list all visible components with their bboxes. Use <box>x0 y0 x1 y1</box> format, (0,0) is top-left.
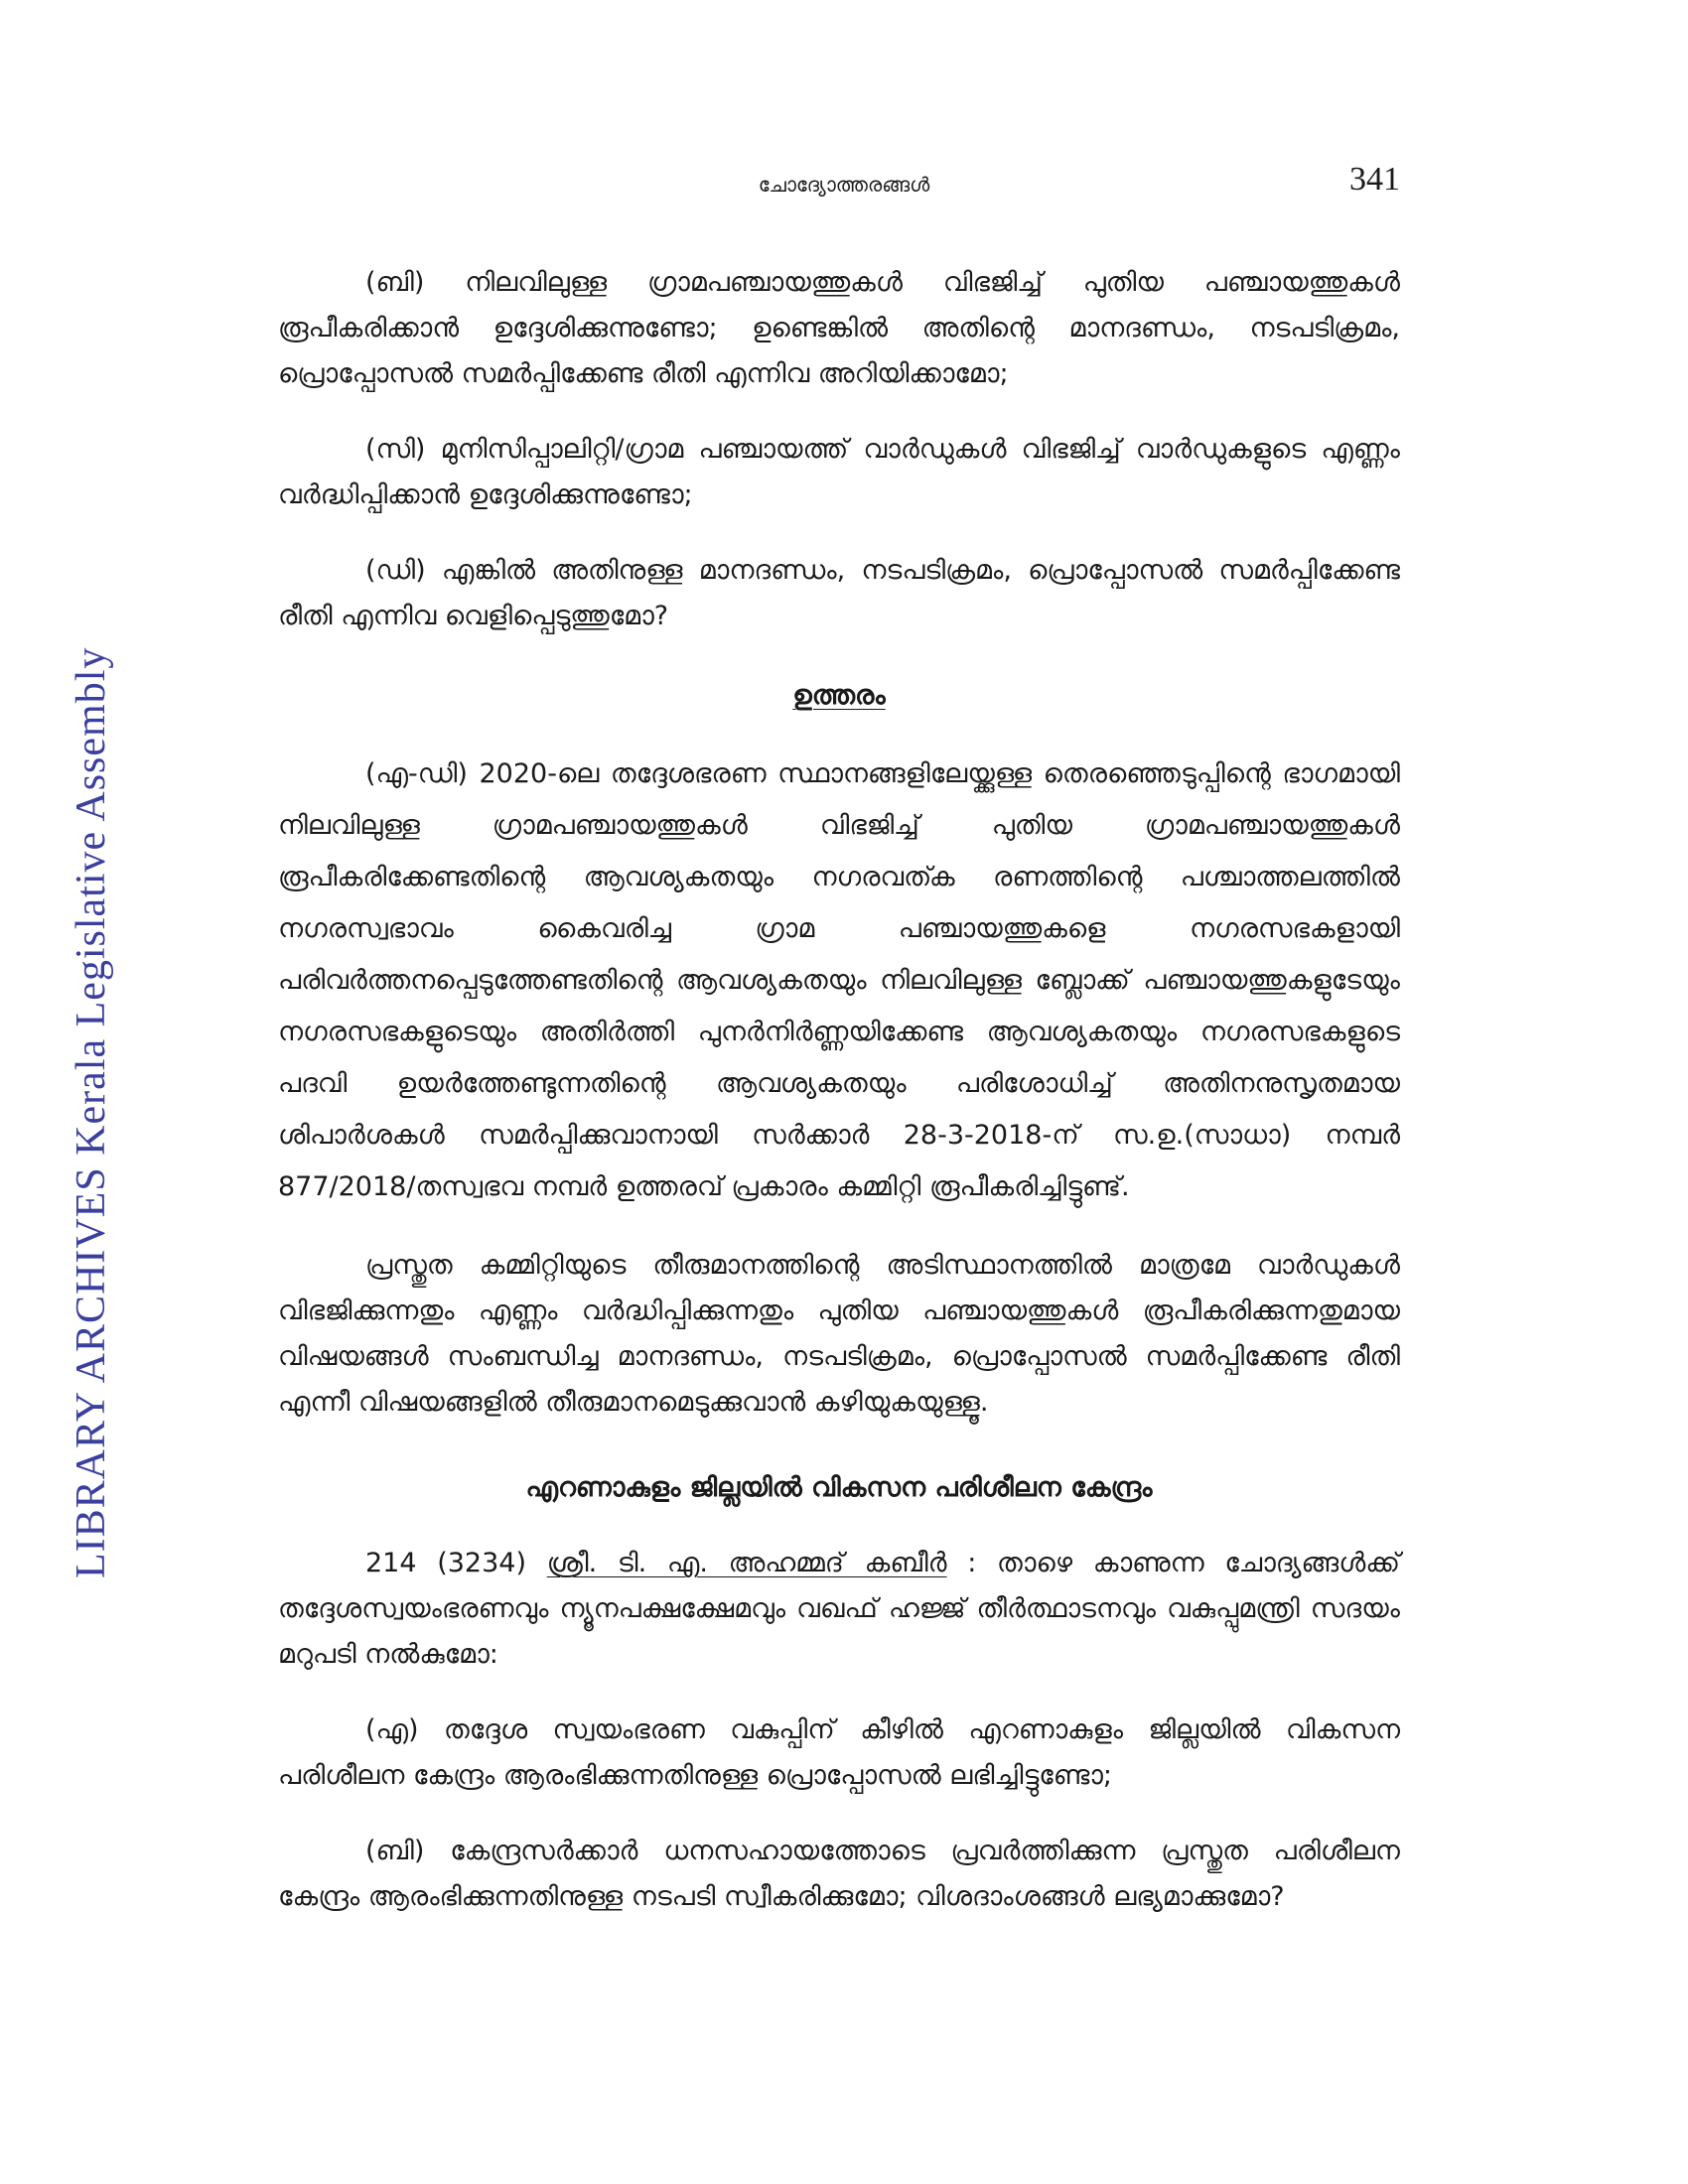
question-214-part-b: (ബി) കേന്ദ്രസർക്കാർ ധനസഹായത്തോടെ പ്രവർത്തിക്കുന്ന പ്രസ്തുത പരിശീലന കേന്ദ്രം ആരംഭിക്കുന്നതിനുള്ള നടപടി സ്വീകരിക്കുമോ; വിശദാംശങ്ങൾ ലഭ്യമാക്കുമോ? <box>278 1836 1400 1912</box>
question-214-intro <box>278 1541 1400 1678</box>
question-part-c: (സി) മുനിസിപ്പാലിറ്റി/ഗ്രാമ പഞ്ചായത്ത് വാർഡുകൾ വിഭജിച്ച് വാർഡുകളുടെ എണ്ണം വർദ്ധിപ്പിക്കാൻ ഉദ്ദേശിക്കുന്നുണ്ടോ; <box>278 434 1400 510</box>
answer-paragraph-2: പ്രസ്തുത കമ്മിറ്റിയുടെ തീരുമാനത്തിന്റെ അടിസ്ഥാനത്തിൽ മാത്രമേ വാർഡുകൾ വിഭജിക്കുന്നതും എണ്ണം വർദ്ധിപ്പിക്കുന്നതും പുതിയ പഞ്ചായത്തുകൾ രൂപീകരിക്കുന്നതുമായ വിഷയങ്ങൾ സംബന്ധിച്ച മാനദണ്ഡം, നടപടിക്രമം, പ്രൊപ്പോസൽ സമർപ്പിക്കേണ്ട രീതി എന്നീ വിഷയങ്ങളിൽ തീരുമാനമെടുക്കുവാൻ കഴിയുകയുള്ളൂ. <box>278 1250 1400 1418</box>
page-header-title: ചോദ്യോത്തരങ്ങൾ <box>758 173 930 197</box>
question-part-d: (ഡി) എങ്കിൽ അതിനുള്ള മാനദണ്ഡം, നടപടിക്രമം, പ്രൊപ്പോസൽ സമർപ്പിക്കേണ്ട രീതി എന്നിവ വെളിപ്പെടുത്തുമോ? <box>278 555 1400 631</box>
archive-watermark: LIBRARY ARCHIVES Kerala Legislative Assembly <box>69 646 114 1578</box>
answer-heading-text: ഉത്തരം <box>792 680 886 711</box>
page-body <box>278 260 1400 1920</box>
question-intro-text: : താഴെ കാണുന്ന ചോദ്യങ്ങൾക്ക് തദ്ദേശസ്വയംഭരണവും ന്യൂനപക്ഷക്ഷേമവും വഖഫ് ഹജ്ജ് തീർത്ഥാടനവും വകുപ്പുമന്ത്രി സദയം മറുപടി നൽകുമോ: <box>278 1548 1400 1670</box>
page-number: 341 <box>1349 161 1400 198</box>
question-214-title: എറണാകുളം ജില്ലയിൽ വികസന പരിശീലന കേന്ദ്രം <box>525 1472 1153 1503</box>
question-number: 214 (3234) <box>365 1548 526 1578</box>
question-part-b: (ബി) നിലവിലുള്ള ഗ്രാമപഞ്ചായത്തുകൾ വിഭജിച്ച് പുതിയ പഞ്ചായത്തുകൾ രൂപീകരിക്കാൻ ഉദ്ദേശിക്കുന്നുണ്ടോ; ഉണ്ടെങ്കിൽ അതിന്റെ മാനദണ്ഡം, നടപടിക്രമം, പ്രൊപ്പോസൽ സമർപ്പിക്കേണ്ട രീതി എന്നിവ അറിയിക്കാമോ; <box>278 267 1400 389</box>
member-name: ശ്രീ. ടി. എ. അഹമ്മദ് കബീർ <box>546 1548 947 1578</box>
answer-paragraph-1: (എ-ഡി) 2020-ലെ തദ്ദേശഭരണ സ്ഥാനങ്ങളിലേയ്ക്കുള്ള തെരഞ്ഞെടുപ്പിന്റെ ഭാഗമായി നിലവിലുള്ള ഗ്രാമപഞ്ചായത്തുകൾ വിഭജിച്ച് പുതിയ ഗ്രാമപഞ്ചായത്തുകൾ രൂപീകരിക്കേണ്ടതിന്റെ ആവശ്യകതയും നഗരവത്ക രണത്തിന്റെ പശ്ചാത്തലത്തിൽ നഗരസ്വഭാവം കൈവരിച്ച ഗ്രാമ പഞ്ചായത്തുകളെ നഗരസഭകളായി പരിവർത്തനപ്പെടുത്തേണ്ടതിന്റെ ആവശ്യകതയും നിലവിലുള്ള ബ്ലോക്ക് പഞ്ചായത്തുകളുടേയും നഗരസഭകളുടെയും അതിർത്തി പുനർനിർണ്ണയിക്കേണ്ട ആവശ്യകതയും നഗരസഭകളുടെ പദവി ഉയർത്തേണ്ടുന്നതിന്റെ ആവശ്യകതയും പരിശോധിച്ച് അതിനനുസൃതമായ ശിപാർശകൾ സമർപ്പിക്കുവാനായി സർക്കാർ 28-3-2018-ന് സ.ഉ.(സാധാ) നമ്പർ 877/2018/തസ്വഭവ നമ്പർ ഉത്തരവ് പ്രകാരം കമ്മിറ്റി രൂപീകരിച്ചിട്ടുണ്ട്. <box>278 758 1400 1202</box>
question-214-part-a: (എ) തദ്ദേശ സ്വയംഭരണ വകുപ്പിന് കീഴിൽ എറണാകുളം ജില്ലയിൽ വികസന പരിശീലന കേന്ദ്രം ആരംഭിക്കുന്നതിനുള്ള പ്രൊപ്പോസൽ ലഭിച്ചിട്ടുണ്ടോ; <box>278 1714 1400 1791</box>
answer-heading <box>278 673 1400 719</box>
